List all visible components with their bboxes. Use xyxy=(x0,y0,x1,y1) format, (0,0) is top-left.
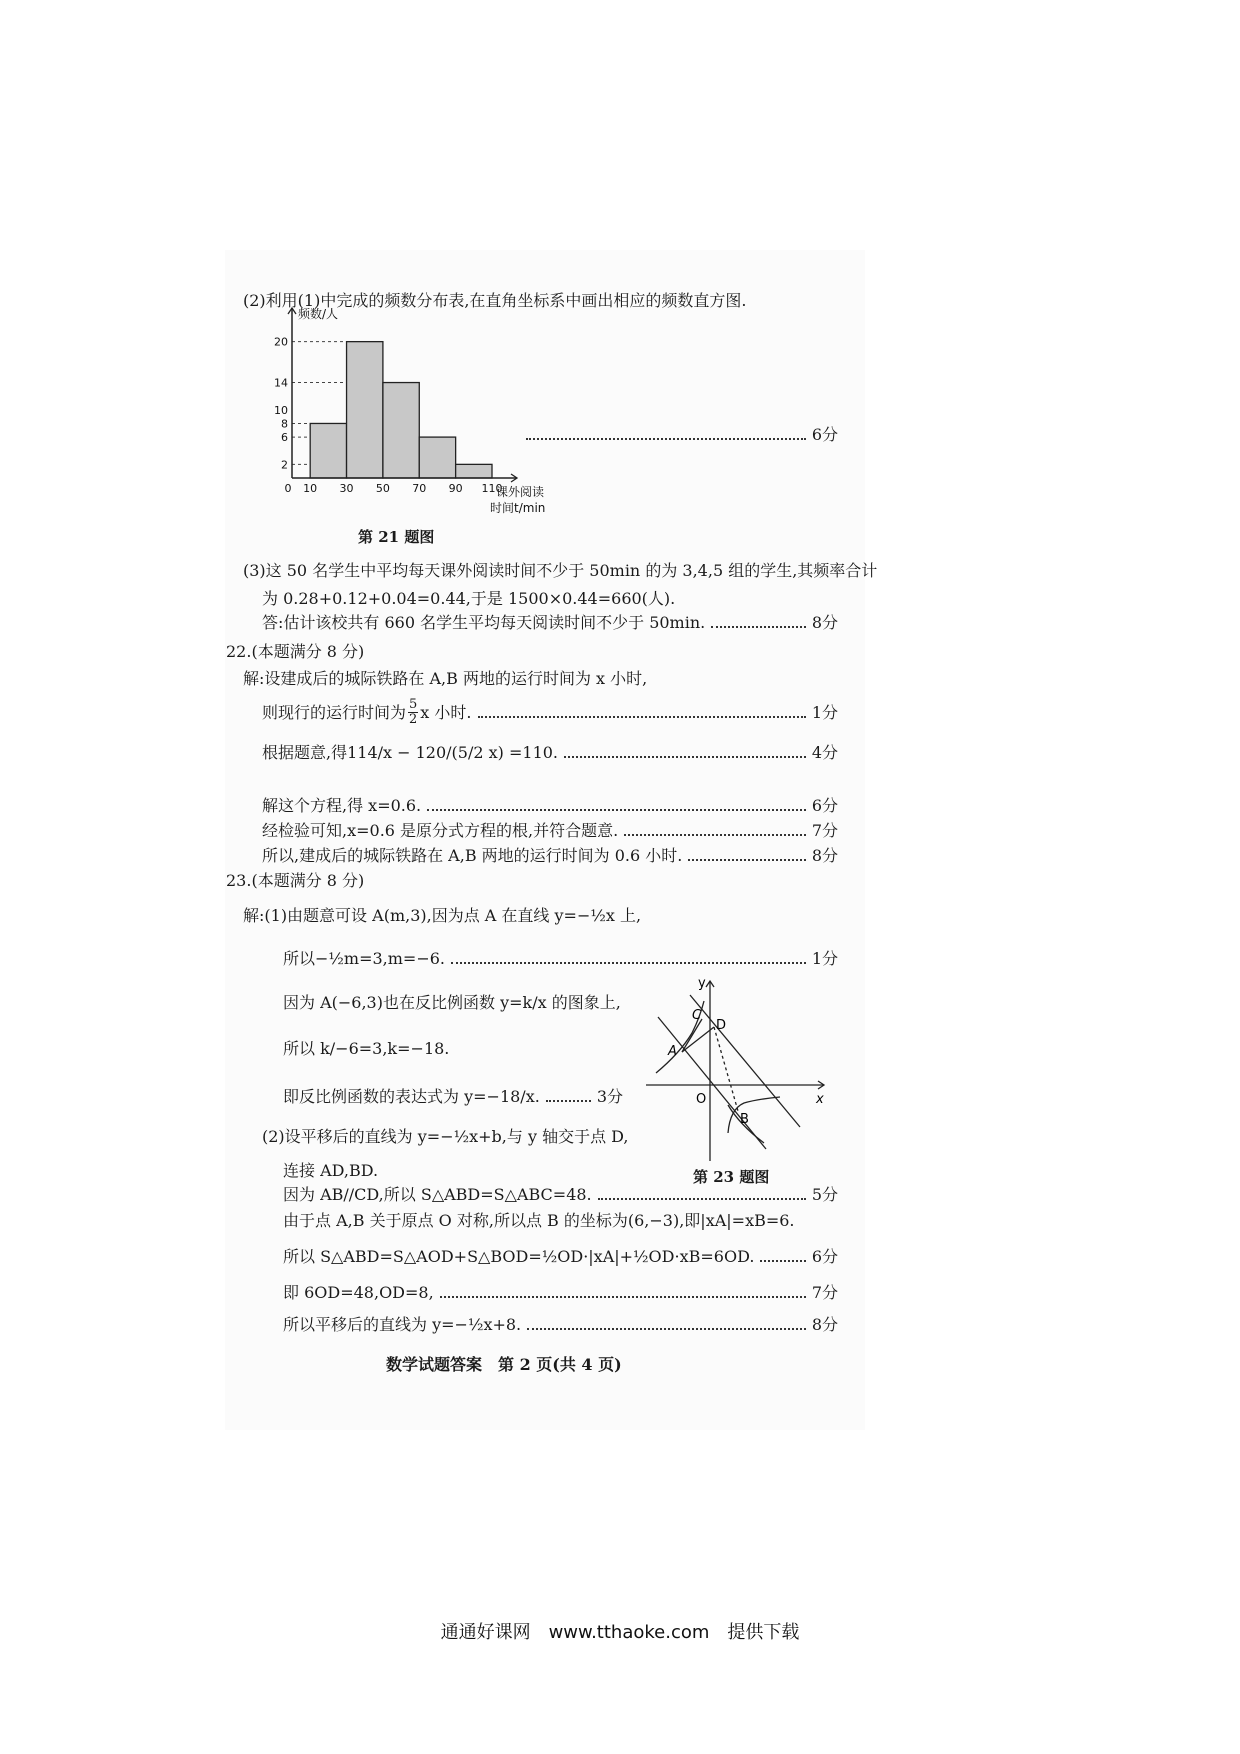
y-tick-label: 10 xyxy=(274,403,288,417)
x-tick-label: 10 xyxy=(303,482,318,495)
q23-line5: 即反比例函数的表达式为 y=−18/x. xyxy=(283,1087,540,1106)
q23-line7: 连接 AD,BD. xyxy=(283,1161,379,1180)
score-3: 3分 xyxy=(596,1087,623,1106)
leader-dots xyxy=(527,1328,806,1330)
y-tick-label: 6 xyxy=(281,431,288,445)
y-tick-label: 8 xyxy=(281,417,288,431)
q22-line2-pre: 则现行的运行时间为 xyxy=(262,702,407,722)
q22-line3-pre: 根据题意,得 xyxy=(262,743,348,762)
x-axis-label-unit: 时间t/min xyxy=(490,501,546,515)
q23-coordinate-figure xyxy=(640,975,830,1165)
label-O: O xyxy=(696,1092,707,1107)
q21-score-row-6 xyxy=(520,424,838,446)
score-1: 1分 xyxy=(811,702,838,722)
leader-dots xyxy=(526,438,806,440)
q21-part3-line2: 为 0.28+0.12+0.04=0.44,于是 1500×0.44=660(人). xyxy=(262,589,676,608)
q22-row4 xyxy=(262,795,838,817)
label-y: y xyxy=(698,976,706,991)
line-AB xyxy=(658,1017,766,1149)
segment-AD xyxy=(682,1027,714,1052)
q23-line3: 因为 A(−6,3)也在反比例函数 y=k/x 的图象上, xyxy=(283,993,621,1012)
histogram-bar-2 xyxy=(347,342,383,478)
q23-line8: 因为 AB//CD,所以 S△ABD=S△ABC=48. xyxy=(283,1185,592,1204)
q21-part3-line1: (3)这 50 名学生中平均每天课外阅读时间不少于 50min 的为 3,4,5 组的学生,其频率合计 xyxy=(243,561,878,580)
q23-header: 23.(本题满分 8 分) xyxy=(226,871,365,890)
frequency-histogram xyxy=(262,307,546,518)
q23-row10 xyxy=(283,1246,838,1268)
q22-equation: 114/x − 120/(5/2 x) =110. xyxy=(347,743,559,762)
label-C: C xyxy=(692,1008,702,1023)
x-tick-label: 0 xyxy=(284,482,292,495)
q22-line2-post: x 小时. xyxy=(420,702,472,722)
label-x: x xyxy=(816,1092,824,1107)
score-8: 8分 xyxy=(811,846,838,865)
q21-answer: 答:估计该校共有 660 名学生平均每天阅读时间不少于 50min. xyxy=(262,613,706,632)
q22-header: 22.(本题满分 8 分) xyxy=(226,642,365,661)
score-6: 6分 xyxy=(811,425,838,444)
fraction-numerator: 5 xyxy=(409,697,418,712)
q22-line6: 所以,建成后的城际铁路在 A,B 两地的运行时间为 0.6 小时. xyxy=(262,846,683,865)
x-tick-label: 70 xyxy=(412,482,427,495)
histogram-bar-4 xyxy=(419,437,455,478)
x-tick-label: 50 xyxy=(375,482,390,495)
q22-row2 xyxy=(262,698,838,727)
score-8: 8分 xyxy=(811,1315,838,1334)
score-7: 7分 xyxy=(811,1283,838,1302)
leader-dots xyxy=(451,962,806,964)
score-7: 7分 xyxy=(811,821,838,840)
score-6: 6分 xyxy=(811,1247,838,1266)
page-number: 数学试题答案 第 2 页(共 4 页) xyxy=(386,1355,622,1374)
q21-part2-text: (2)利用(1)中完成的频数分布表,在直角坐标系中画出相应的频数直方图. xyxy=(243,291,747,310)
leader-dots xyxy=(427,809,806,811)
y-axis-label: 频数/人 xyxy=(298,307,339,321)
q23-line1: 解:(1)由题意可设 A(m,3),因为点 A 在直线 y=−½x 上, xyxy=(243,906,642,925)
line-CD xyxy=(690,995,800,1127)
q21-figure-caption: 第 21 题图 xyxy=(358,528,435,546)
leader-dots xyxy=(478,716,806,718)
segment-AC xyxy=(682,1019,702,1052)
x-tick-label: 30 xyxy=(339,482,354,495)
leader-dots xyxy=(624,834,806,836)
q23-row5 xyxy=(283,1086,623,1108)
segment-DB xyxy=(714,1027,738,1111)
q22-line1: 解:设建成后的城际铁路在 A,B 两地的运行时间为 x 小时, xyxy=(243,669,648,688)
q23-row12 xyxy=(283,1314,838,1336)
q23-line9: 由于点 A,B 关于原点 O 对称,所以点 B 的坐标为(6,−3),即|xA|=xB=6. xyxy=(283,1211,795,1230)
q22-row5 xyxy=(262,820,838,842)
y-tick-label: 14 xyxy=(274,376,288,390)
leader-dots xyxy=(711,626,806,628)
x-axis-label: 课外阅读 xyxy=(496,485,545,499)
leader-dots xyxy=(598,1198,806,1200)
q23-row2 xyxy=(283,948,838,970)
q23-row11 xyxy=(283,1282,838,1304)
y-tick-label: 2 xyxy=(281,458,288,472)
score-5: 5分 xyxy=(811,1185,838,1204)
leader-dots xyxy=(564,756,806,758)
q23-line10: 所以 S△ABD=S△AOD+S△BOD=½OD·|xA|+½OD·xB=6OD. xyxy=(283,1247,755,1266)
histogram-bar-3 xyxy=(383,383,419,478)
score-4: 4分 xyxy=(811,743,838,762)
y-tick-label: 20 xyxy=(274,335,288,349)
q22-line5: 经检验可知,x=0.6 是原分式方程的根,并符合题意. xyxy=(262,821,619,840)
x-tick-label: 90 xyxy=(448,482,463,495)
label-D: D xyxy=(716,1018,727,1033)
fraction-five-halves xyxy=(408,698,418,727)
fraction-denominator: 2 xyxy=(409,712,418,727)
q22-row3 xyxy=(262,742,838,764)
q23-line2: 所以−½m=3,m=−6. xyxy=(283,949,446,968)
leader-dots xyxy=(760,1260,805,1262)
leader-dots xyxy=(546,1100,591,1102)
q23-line12: 所以平移后的直线为 y=−½x+8. xyxy=(283,1315,522,1334)
q22-row6 xyxy=(262,845,838,867)
q22-line4: 解这个方程,得 x=0.6. xyxy=(262,796,422,815)
histogram-bar-1 xyxy=(310,423,346,478)
leader-dots xyxy=(440,1296,806,1298)
q23-line6: (2)设平移后的直线为 y=−½x+b,与 y 轴交于点 D, xyxy=(262,1127,629,1146)
q21-answer-row xyxy=(262,612,838,634)
leader-dots xyxy=(688,859,805,861)
q23-line4: 所以 k/−6=3,k=−18. xyxy=(283,1039,450,1058)
q23-line11: 即 6OD=48,OD=8, xyxy=(283,1283,434,1302)
label-B: B xyxy=(740,1112,749,1127)
q23-figure-caption: 第 23 题图 xyxy=(693,1168,770,1186)
score-8: 8分 xyxy=(811,613,838,632)
download-site-footer: 通通好课网 www.tthaoke.com 提供下载 xyxy=(440,1622,800,1643)
histogram-bar-5 xyxy=(456,464,492,478)
x-tick-label: 110 xyxy=(481,482,503,495)
q23-row8 xyxy=(283,1184,838,1206)
label-A: A xyxy=(668,1044,677,1059)
score-1: 1分 xyxy=(811,949,838,968)
score-6: 6分 xyxy=(811,796,838,815)
